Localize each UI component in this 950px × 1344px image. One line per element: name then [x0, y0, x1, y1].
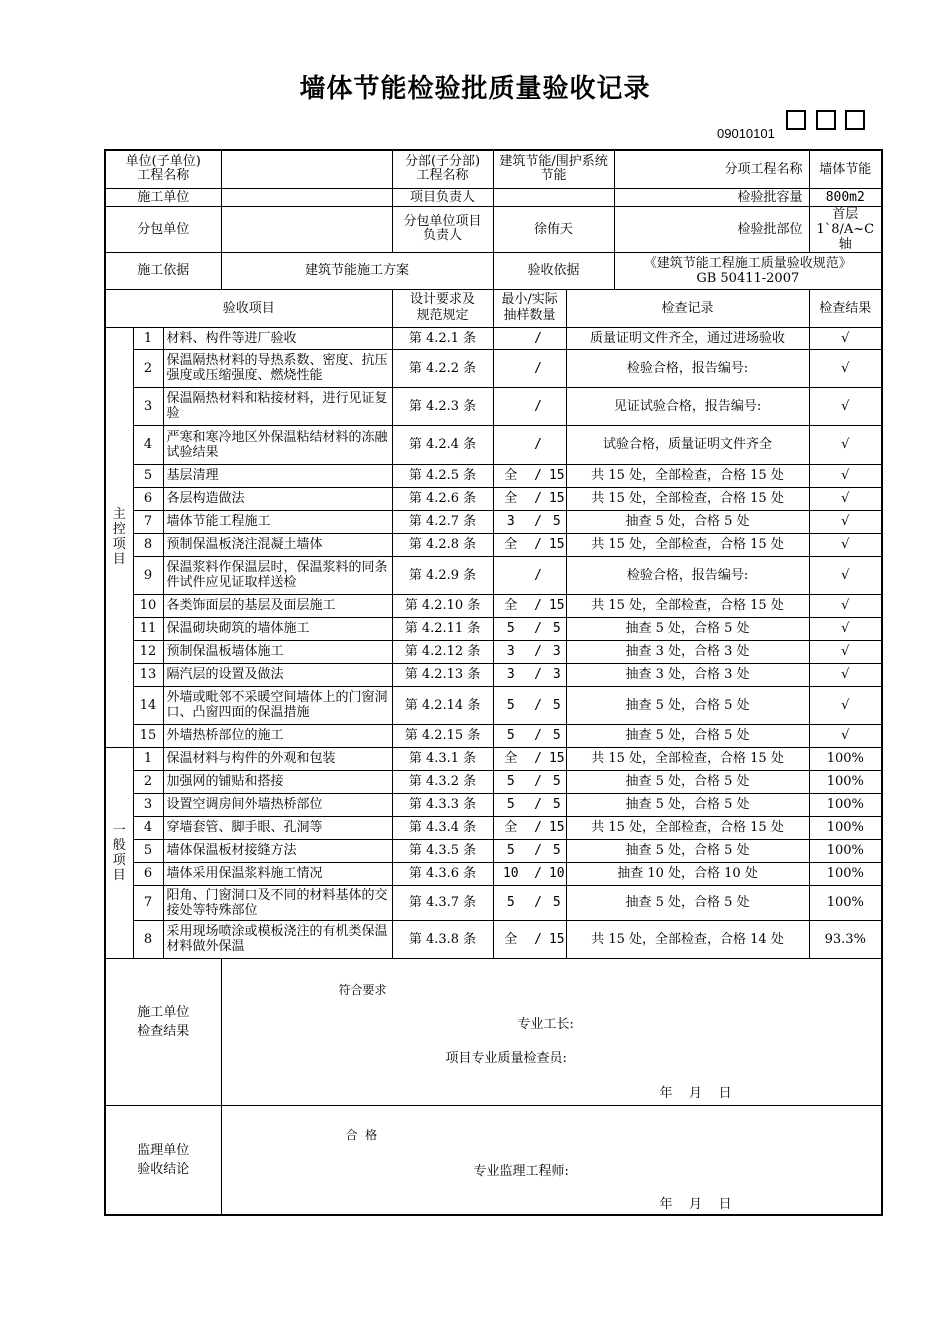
inspector-label: 项目专业质量检查员:: [445, 1050, 567, 1066]
item-spec: 第 4.2.11 条: [392, 617, 493, 640]
item-spec: 第 4.2.12 条: [392, 640, 493, 663]
item-spec: 第 4.2.15 条: [392, 724, 493, 747]
sample-min: 5: [493, 770, 528, 793]
accept-basis-label: 验收依据: [493, 252, 614, 289]
table-row: [105, 793, 882, 816]
unit-label: 单位(子单位) 工程名称: [105, 150, 221, 188]
table-row: [105, 862, 882, 885]
table-row: [105, 663, 882, 686]
item-record: 抽查 5 处，合格 5 处: [566, 793, 809, 816]
item-number: 15: [133, 724, 163, 747]
item-name: 严寒和寒冷地区外保温粘结材料的冻融试验结果: [163, 425, 392, 464]
subcontractor-value[interactable]: [221, 206, 392, 252]
sample-sep: /: [528, 862, 548, 885]
sample-sep: /: [528, 770, 548, 793]
table-row: [105, 487, 882, 510]
sample-sep: /: [528, 686, 548, 724]
sample-sep: /: [528, 510, 548, 533]
sample-min: 5: [493, 617, 528, 640]
sample-min: [493, 327, 528, 349]
item-result: 100%: [809, 816, 882, 839]
item-number: 1: [133, 327, 163, 349]
col-sample: 最小/实际 抽样数量: [493, 289, 566, 327]
item-spec: 第 4.2.6 条: [392, 487, 493, 510]
item-value: 墙体节能: [809, 150, 882, 188]
sample-sep: /: [528, 663, 548, 686]
sub-pm-label: 分包单位项目 负责人: [392, 206, 493, 252]
sample-sep: /: [528, 885, 548, 920]
item-number: 8: [133, 533, 163, 556]
item-name: 预制保温板墙体施工: [163, 640, 392, 663]
sample-actual: 15: [548, 816, 566, 839]
item-result: √: [809, 556, 882, 594]
inspection-table: [104, 149, 883, 1216]
item-record: 共 15 处，全部检查，合格 14 处: [566, 920, 809, 958]
sample-min: 5: [493, 686, 528, 724]
item-result: √: [809, 594, 882, 617]
table-row: [105, 885, 882, 920]
sample-actual: 5: [548, 510, 566, 533]
basis-value: 建筑节能施工方案: [221, 252, 493, 289]
construction-conclusion: 符合要求: [338, 982, 387, 997]
pm-label: 项目负责人: [392, 188, 493, 206]
sample-actual: 5: [548, 724, 566, 747]
sample-sep: /: [528, 425, 548, 464]
item-result: 100%: [809, 793, 882, 816]
sample-sep: /: [528, 327, 548, 349]
sample-actual: 15: [548, 594, 566, 617]
sample-sep: /: [528, 464, 548, 487]
table-row: [105, 349, 882, 387]
page-title: 墙体节能检验批质量验收记录: [299, 74, 651, 104]
supervision-date: 年 月 日: [659, 1196, 732, 1212]
sample-min: 5: [493, 885, 528, 920]
item-result: √: [809, 387, 882, 425]
sample-actual: 5: [548, 770, 566, 793]
table-row: [105, 617, 882, 640]
item-number: 8: [133, 920, 163, 958]
code-box-3[interactable]: [845, 110, 865, 130]
item-name: 外墙热桥部位的施工: [163, 724, 392, 747]
sample-sep: /: [528, 747, 548, 770]
item-name: 加强网的铺贴和搭接: [163, 770, 392, 793]
construction-check-label: 施工单位 检查结果: [105, 958, 221, 1105]
table-row: [105, 920, 882, 958]
item-record: 共 15 处，全部检查，合格 15 处: [566, 594, 809, 617]
item-name: 墙体采用保温浆料施工情况: [163, 862, 392, 885]
item-record: 试验合格，质量证明文件齐全: [566, 425, 809, 464]
item-spec: 第 4.3.7 条: [392, 885, 493, 920]
item-record: 共 15 处，全部检查，合格 15 处: [566, 816, 809, 839]
item-number: 6: [133, 862, 163, 885]
item-number: 1: [133, 747, 163, 770]
sample-min: 全: [493, 533, 528, 556]
item-number: 14: [133, 686, 163, 724]
pm-value[interactable]: [493, 188, 614, 206]
sample-actual: 15: [548, 533, 566, 556]
sub-pm-value: 徐侑天: [493, 206, 614, 252]
item-result: √: [809, 533, 882, 556]
sample-actual: 15: [548, 487, 566, 510]
table-row: [105, 425, 882, 464]
sample-actual: 3: [548, 663, 566, 686]
capacity-value: 800m2: [809, 188, 882, 206]
item-result: √: [809, 327, 882, 349]
sample-actual: 5: [548, 839, 566, 862]
sample-min: 全: [493, 487, 528, 510]
item-spec: 第 4.3.1 条: [392, 747, 493, 770]
sample-actual: [548, 327, 566, 349]
item-name: 保温材料与构件的外观和包装: [163, 747, 392, 770]
item-record: 共 15 处，全部检查，合格 15 处: [566, 533, 809, 556]
item-result: √: [809, 425, 882, 464]
sample-actual: 15: [548, 747, 566, 770]
table-row: [105, 510, 882, 533]
table-row: [105, 640, 882, 663]
basis-label: 施工依据: [105, 252, 221, 289]
item-number: 11: [133, 617, 163, 640]
sample-min: [493, 349, 528, 387]
item-number: 13: [133, 663, 163, 686]
item-record: 抽查 3 处，合格 3 处: [566, 663, 809, 686]
sample-sep: /: [528, 724, 548, 747]
item-name: 保温隔热材料和粘接材料，进行见证复验: [163, 387, 392, 425]
item-result: √: [809, 663, 882, 686]
item-record: 共 15 处，全部检查，合格 15 处: [566, 464, 809, 487]
item-name: 墙体保温板材接缝方法: [163, 839, 392, 862]
accept-basis-value: 《建筑节能工程施工质量验收规范》 GB 50411-2007: [614, 252, 882, 289]
supervision-area[interactable]: [221, 1105, 882, 1215]
sample-min: 全: [493, 920, 528, 958]
sample-actual: 5: [548, 885, 566, 920]
item-record: 抽查 5 处，合格 5 处: [566, 617, 809, 640]
item-result: √: [809, 640, 882, 663]
item-record: 抽查 5 处，合格 5 处: [566, 724, 809, 747]
item-name: 墙体节能工程施工: [163, 510, 392, 533]
item-result: 100%: [809, 770, 882, 793]
subcontractor-label: 分包单位: [105, 206, 221, 252]
item-name: 各类饰面层的基层及面层施工: [163, 594, 392, 617]
general-group-label: 一 般 项 目: [105, 747, 133, 958]
sample-actual: 10: [548, 862, 566, 885]
col-item: 验收项目: [105, 289, 392, 327]
item-name: 穿墙套管、脚手眼、孔洞等: [163, 816, 392, 839]
sample-min: [493, 387, 528, 425]
item-spec: 第 4.3.4 条: [392, 816, 493, 839]
sample-min: 5: [493, 793, 528, 816]
sample-sep: /: [528, 556, 548, 594]
item-spec: 第 4.3.8 条: [392, 920, 493, 958]
sample-sep: /: [528, 920, 548, 958]
item-spec: 第 4.2.14 条: [392, 686, 493, 724]
location-value: 首层 1`8/A~C 轴: [809, 206, 882, 252]
col-spec: 设计要求及 规范规定: [392, 289, 493, 327]
sample-actual: 5: [548, 686, 566, 724]
item-result: √: [809, 510, 882, 533]
item-record: 抽查 5 处，合格 5 处: [566, 885, 809, 920]
item-name: 各层构造做法: [163, 487, 392, 510]
sample-actual: 15: [548, 920, 566, 958]
item-spec: 第 4.2.9 条: [392, 556, 493, 594]
item-result: √: [809, 617, 882, 640]
sample-min: 5: [493, 724, 528, 747]
table-row: [105, 816, 882, 839]
sample-actual: 5: [548, 793, 566, 816]
sample-min: [493, 556, 528, 594]
item-number: 9: [133, 556, 163, 594]
sample-min: 3: [493, 663, 528, 686]
table-row: [105, 686, 882, 724]
item-result: √: [809, 464, 882, 487]
construction-date: 年 月 日: [659, 1085, 732, 1101]
sub-value: 建筑节能/围护系统节能: [493, 150, 614, 188]
sub-label: 分部(子分部) 工程名称: [392, 150, 493, 188]
item-record: 抽查 3 处，合格 3 处: [566, 640, 809, 663]
sample-sep: /: [528, 640, 548, 663]
item-spec: 第 4.3.5 条: [392, 839, 493, 862]
sample-sep: /: [528, 839, 548, 862]
item-spec: 第 4.3.6 条: [392, 862, 493, 885]
item-result: 100%: [809, 839, 882, 862]
item-number: 3: [133, 793, 163, 816]
item-record: 共 15 处，全部检查，合格 15 处: [566, 487, 809, 510]
item-result: 100%: [809, 747, 882, 770]
sample-min: 10: [493, 862, 528, 885]
item-name: 外墙或毗邻不采暖空间墙体上的门窗洞口、凸窗四面的保温措施: [163, 686, 392, 724]
item-spec: 第 4.2.7 条: [392, 510, 493, 533]
item-name: 预制保温板浇注混凝土墙体: [163, 533, 392, 556]
item-result: √: [809, 686, 882, 724]
main-group-label: 主 控 项 目: [105, 327, 133, 747]
item-number: 4: [133, 425, 163, 464]
item-number: 7: [133, 885, 163, 920]
item-record: 检验合格，报告编号:: [566, 556, 809, 594]
sample-actual: 5: [548, 617, 566, 640]
item-spec: 第 4.2.13 条: [392, 663, 493, 686]
item-result: √: [809, 349, 882, 387]
item-number: 2: [133, 349, 163, 387]
sample-min: 3: [493, 640, 528, 663]
item-spec: 第 4.3.2 条: [392, 770, 493, 793]
item-number: 5: [133, 464, 163, 487]
code-box-2[interactable]: [816, 110, 836, 130]
constructor-value[interactable]: [221, 188, 392, 206]
item-number: 3: [133, 387, 163, 425]
item-result: 100%: [809, 862, 882, 885]
sample-actual: [548, 387, 566, 425]
item-record: 质量证明文件齐全，通过进场验收: [566, 327, 809, 349]
item-name: 保温砌块砌筑的墙体施工: [163, 617, 392, 640]
sample-sep: /: [528, 487, 548, 510]
construction-check-area[interactable]: [221, 958, 882, 1105]
col-result: 检查结果: [809, 289, 882, 327]
item-spec: 第 4.2.10 条: [392, 594, 493, 617]
table-row: [105, 839, 882, 862]
item-spec: 第 4.2.4 条: [392, 425, 493, 464]
item-number: 7: [133, 510, 163, 533]
table-row: [105, 594, 882, 617]
sample-sep: /: [528, 387, 548, 425]
item-result: 100%: [809, 885, 882, 920]
foreman-label: 专业工长:: [517, 1016, 574, 1032]
item-number: 4: [133, 816, 163, 839]
item-name: 阳角、门窗洞口及不同的材料基体的交接处等特殊部位: [163, 885, 392, 920]
item-number: 5: [133, 839, 163, 862]
item-spec: 第 4.2.2 条: [392, 349, 493, 387]
item-result: √: [809, 724, 882, 747]
col-record: 检查记录: [566, 289, 809, 327]
item-result: 93.3%: [809, 920, 882, 958]
sample-min: 全: [493, 594, 528, 617]
item-record: 抽查 5 处，合格 5 处: [566, 510, 809, 533]
item-number: 10: [133, 594, 163, 617]
item-spec: 第 4.2.3 条: [392, 387, 493, 425]
item-name: 设置空调房间外墙热桥部位: [163, 793, 392, 816]
table-row: [105, 533, 882, 556]
item-record: 共 15 处，全部检查，合格 15 处: [566, 747, 809, 770]
item-record: 抽查 5 处，合格 5 处: [566, 686, 809, 724]
sample-min: 全: [493, 747, 528, 770]
item-record: 检验合格，报告编号:: [566, 349, 809, 387]
sample-min: 全: [493, 464, 528, 487]
unit-value[interactable]: [221, 150, 392, 188]
item-name: 保温浆料作保温层时，保温浆料的同条件试件应见证取样送检: [163, 556, 392, 594]
table-row: [105, 770, 882, 793]
item-name: 基层清理: [163, 464, 392, 487]
sample-min: 5: [493, 839, 528, 862]
table-row: [105, 724, 882, 747]
sample-actual: 3: [548, 640, 566, 663]
sample-actual: [548, 349, 566, 387]
item-number: 2: [133, 770, 163, 793]
item-number: 6: [133, 487, 163, 510]
item-record: 见证试验合格，报告编号:: [566, 387, 809, 425]
item-record: 抽查 5 处，合格 5 处: [566, 770, 809, 793]
item-name: 保温隔热材料的导热系数、密度、抗压强度或压缩强度、燃烧性能: [163, 349, 392, 387]
sample-min: 3: [493, 510, 528, 533]
sample-min: 全: [493, 816, 528, 839]
sample-sep: /: [528, 816, 548, 839]
supervision-conclusion: 合 格: [345, 1127, 378, 1142]
item-spec: 第 4.2.8 条: [392, 533, 493, 556]
item-name: 隔汽层的设置及做法: [163, 663, 392, 686]
sample-min: [493, 425, 528, 464]
sample-actual: [548, 425, 566, 464]
table-row: [105, 387, 882, 425]
table-row: [105, 556, 882, 594]
item-spec: 第 4.2.5 条: [392, 464, 493, 487]
location-label: 检验批部位: [614, 206, 809, 252]
sample-sep: /: [528, 617, 548, 640]
sample-sep: /: [528, 793, 548, 816]
item-number: 12: [133, 640, 163, 663]
item-record: 抽查 5 处，合格 5 处: [566, 839, 809, 862]
table-row: [105, 327, 882, 349]
item-name: 材料、构件等进厂验收: [163, 327, 392, 349]
sample-sep: /: [528, 594, 548, 617]
engineer-label: 专业监理工程师:: [473, 1163, 569, 1179]
sample-actual: [548, 556, 566, 594]
sample-sep: /: [528, 349, 548, 387]
item-record: 抽查 10 处，合格 10 处: [566, 862, 809, 885]
capacity-label: 检验批容量: [614, 188, 809, 206]
item-result: √: [809, 487, 882, 510]
table-row: [105, 747, 882, 770]
item-label: 分项工程名称: [614, 150, 809, 188]
item-spec: 第 4.3.3 条: [392, 793, 493, 816]
code-box-1[interactable]: [786, 110, 806, 130]
item-spec: 第 4.2.1 条: [392, 327, 493, 349]
sample-actual: 15: [548, 464, 566, 487]
sample-sep: /: [528, 533, 548, 556]
table-row: [105, 464, 882, 487]
item-name: 采用现场喷涂或模板浇注的有机类保温材料做外保温: [163, 920, 392, 958]
supervision-label: 监理单位 验收结论: [105, 1105, 221, 1215]
form-code: 09010101: [717, 126, 775, 141]
constructor-label: 施工单位: [105, 188, 221, 206]
